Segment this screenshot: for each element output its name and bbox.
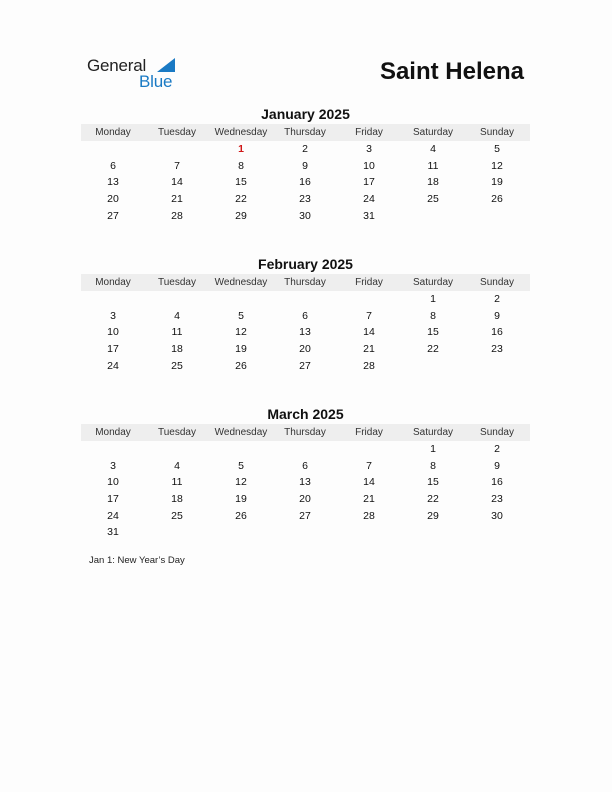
day-cell: 6: [110, 159, 116, 172]
month-title: March 2025: [267, 406, 344, 422]
day-cell: 16: [491, 326, 503, 339]
week-row: [81, 158, 530, 175]
day-cell: [273, 441, 337, 458]
day-cell: 7: [174, 159, 180, 172]
weekday-label: Sunday: [480, 277, 514, 288]
weekday-label: Friday: [355, 277, 383, 288]
logo-text-general: General: [87, 56, 147, 75]
logo-text-blue: Blue: [139, 72, 173, 91]
day-cell: 25: [171, 359, 183, 372]
weekday-label: Saturday: [412, 127, 454, 138]
day-cell: 9: [494, 309, 500, 322]
day-cell: 1: [430, 443, 436, 455]
day-cell: 8: [430, 459, 436, 472]
day-cell: 26: [235, 359, 247, 372]
day-cell: 18: [171, 493, 183, 506]
day-cell: 26: [491, 193, 503, 206]
day-cell: [145, 291, 209, 308]
brand-logo: [87, 56, 187, 92]
day-cell: 14: [171, 176, 183, 189]
day-cell: 27: [107, 209, 119, 222]
day-cell: 24: [107, 509, 119, 522]
weekday-label: Monday: [95, 277, 131, 288]
day-cell: 11: [427, 159, 439, 172]
page-title: Saint Helena: [379, 58, 524, 85]
day-cell: 19: [235, 493, 247, 506]
week-row: [81, 291, 530, 308]
day-cell: 22: [235, 193, 247, 206]
day-cell: [465, 358, 529, 375]
week-row: [81, 141, 530, 158]
day-cell: 5: [238, 309, 244, 322]
day-cell: 22: [427, 493, 439, 506]
day-cell: [337, 441, 401, 458]
day-cell: 1: [430, 293, 436, 305]
day-cell: 31: [363, 209, 375, 222]
day-cell: 12: [235, 326, 247, 339]
day-cell: 28: [363, 359, 375, 372]
day-cell: 30: [299, 209, 311, 222]
day-cell: 31: [107, 526, 119, 539]
day-cell: [81, 141, 145, 158]
day-cell: 9: [494, 459, 500, 472]
day-cell: 15: [427, 476, 439, 489]
day-cell: 18: [427, 176, 439, 189]
day-cell: 30: [491, 509, 503, 522]
week-row: [81, 491, 530, 508]
day-cell: 21: [363, 343, 375, 356]
day-cell: 4: [174, 309, 180, 322]
day-cell: 20: [107, 193, 119, 206]
weekday-label: Sunday: [480, 127, 514, 138]
week-row: [81, 174, 530, 191]
day-cell: 6: [302, 459, 308, 472]
week-row: [81, 341, 530, 358]
weekday-label: Tuesday: [158, 427, 196, 438]
weekday-header: [81, 274, 530, 291]
day-cell: 15: [235, 176, 247, 189]
day-cell: 9: [302, 159, 308, 172]
weekday-header: [81, 424, 530, 441]
day-cell: 19: [235, 343, 247, 356]
weekday-label: Wednesday: [214, 427, 268, 438]
day-cell: 22: [427, 343, 439, 356]
day-cell: 8: [430, 309, 436, 322]
day-cell: 4: [174, 459, 180, 472]
day-cell: [209, 524, 273, 541]
month-title: February 2025: [258, 256, 353, 272]
day-cell: 16: [299, 176, 311, 189]
day-cell: 2: [494, 293, 500, 305]
weekday-label: Tuesday: [158, 127, 196, 138]
month-title: January 2025: [261, 106, 350, 122]
weekday-label: Thursday: [284, 277, 326, 288]
day-cell: 27: [299, 359, 311, 372]
weekday-label: Monday: [95, 127, 131, 138]
day-cell: 2: [494, 443, 500, 455]
day-cell: [81, 441, 145, 458]
weekday-label: Wednesday: [214, 127, 268, 138]
day-cell: [273, 291, 337, 308]
day-cell: 17: [107, 493, 119, 506]
day-cell: 3: [110, 309, 116, 322]
day-cell: 23: [491, 493, 503, 506]
day-cell: 21: [171, 193, 183, 206]
day-cell: [209, 291, 273, 308]
day-cell: 2: [302, 143, 308, 155]
day-cell: 13: [299, 476, 311, 489]
day-cell: 28: [363, 509, 375, 522]
day-cell: 8: [238, 159, 244, 172]
day-cell: [145, 141, 209, 158]
day-cell: 6: [302, 309, 308, 322]
day-cell: 11: [171, 326, 183, 339]
day-cell: 13: [299, 326, 311, 339]
weekday-label: Wednesday: [214, 277, 268, 288]
weekday-label: Sunday: [480, 427, 514, 438]
day-cell: 3: [366, 143, 372, 155]
day-cell: 19: [491, 176, 503, 189]
day-cell: [465, 524, 529, 541]
week-row: [81, 474, 530, 491]
day-cell: 12: [235, 476, 247, 489]
day-cell: [465, 208, 529, 225]
day-cell: 20: [299, 493, 311, 506]
weekday-label: Saturday: [412, 427, 454, 438]
day-cell: 7: [366, 459, 372, 472]
day-cell: 11: [171, 476, 183, 489]
day-cell: 12: [491, 159, 503, 172]
month-calendar-march: [81, 405, 530, 541]
week-row: [81, 324, 530, 341]
day-cell: 23: [491, 343, 503, 356]
day-cell: 28: [171, 209, 183, 222]
day-cell: 29: [235, 209, 247, 222]
day-cell: 26: [235, 509, 247, 522]
day-cell: 4: [430, 143, 436, 155]
day-cell: 20: [299, 343, 311, 356]
week-row: [81, 208, 530, 225]
holiday-note: Jan 1: New Year’s Day: [89, 555, 185, 566]
day-cell: [401, 208, 465, 225]
day-cell: 29: [427, 509, 439, 522]
day-cell: 23: [299, 193, 311, 206]
day-cell: 16: [491, 476, 503, 489]
day-cell: 24: [107, 359, 119, 372]
day-cell: 1: [238, 143, 244, 155]
day-cell: 21: [363, 493, 375, 506]
weekday-label: Thursday: [284, 127, 326, 138]
weekday-header: [81, 124, 530, 141]
day-cell: 17: [107, 343, 119, 356]
day-cell: [81, 291, 145, 308]
day-cell: 10: [363, 159, 375, 172]
day-cell: 13: [107, 176, 119, 189]
week-row: [81, 308, 530, 325]
week-row: [81, 458, 530, 475]
week-row: [81, 358, 530, 375]
day-cell: [273, 524, 337, 541]
day-cell: 5: [494, 143, 500, 155]
day-cell: [401, 524, 465, 541]
day-cell: 25: [427, 193, 439, 206]
weekday-label: Tuesday: [158, 277, 196, 288]
week-row: [81, 191, 530, 208]
day-cell: 27: [299, 509, 311, 522]
weekday-label: Saturday: [412, 277, 454, 288]
weekday-label: Monday: [95, 427, 131, 438]
day-cell: 24: [363, 193, 375, 206]
day-cell: 7: [366, 309, 372, 322]
month-calendar-january: [81, 105, 530, 224]
logo-triangle-icon: [157, 58, 175, 72]
day-cell: 14: [363, 476, 375, 489]
day-cell: 10: [107, 476, 119, 489]
day-cell: 25: [171, 509, 183, 522]
day-cell: 18: [171, 343, 183, 356]
weekday-label: Friday: [355, 127, 383, 138]
month-calendar-february: [81, 255, 530, 374]
day-cell: [209, 441, 273, 458]
day-cell: 5: [238, 459, 244, 472]
weekday-label: Friday: [355, 427, 383, 438]
day-cell: 15: [427, 326, 439, 339]
weekday-label: Thursday: [284, 427, 326, 438]
day-cell: 3: [110, 459, 116, 472]
day-cell: [337, 524, 401, 541]
day-cell: [145, 524, 209, 541]
day-cell: 10: [107, 326, 119, 339]
week-row: [81, 524, 530, 541]
day-cell: 17: [363, 176, 375, 189]
day-cell: [337, 291, 401, 308]
week-row: [81, 508, 530, 525]
day-cell: 14: [363, 326, 375, 339]
day-cell: [401, 358, 465, 375]
day-cell: [145, 441, 209, 458]
week-row: [81, 441, 530, 458]
